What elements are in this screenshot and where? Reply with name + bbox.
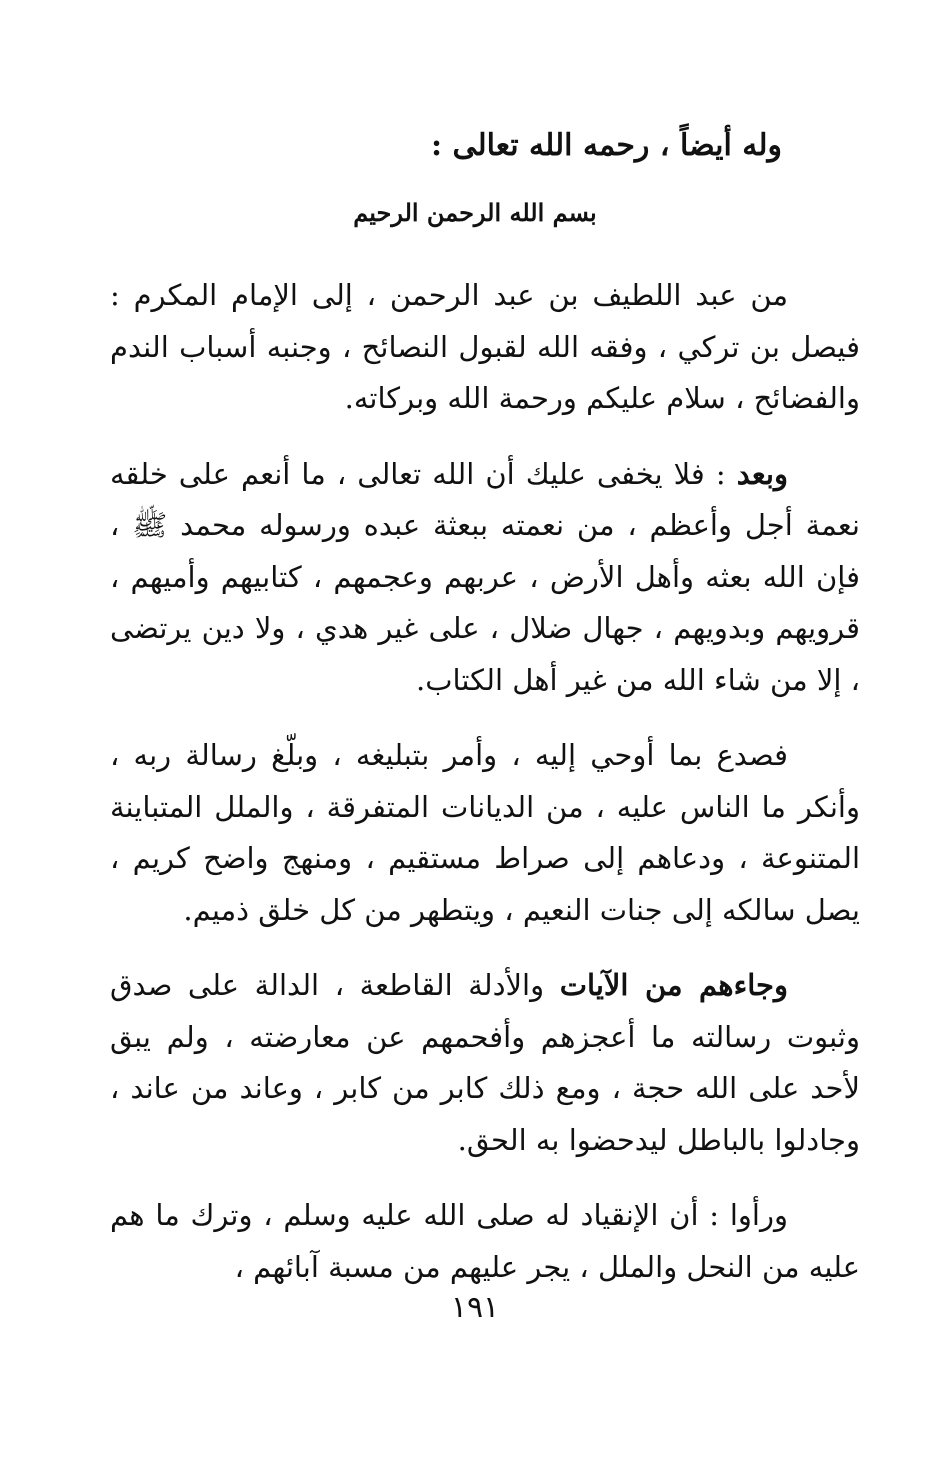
paragraph-lead: وبعد — [736, 456, 788, 491]
paragraph-text: ورأوا : أن الإنقياد له صلى الله عليه وسلم ، وترك ما هم عليه من النحل والملل ، يجر عليهم من مسبة آبائهم ، — [110, 1198, 860, 1284]
page-number: ١٩١ — [450, 1290, 500, 1325]
paragraph-text: والأدلة القاطعة ، الدالة على صدق وثبوت رسالته ما أعجزهم وأفحمهم عن معارضته ، ولم يبق لأحد على الله حجة ، ومع ذلك كابر من كابر ، وعاند من عاند ، وجادلوا بالباطل ليدحضوا به الحق. — [110, 968, 860, 1157]
paragraph — [110, 730, 860, 936]
section-heading: وله أيضاً ، رحمه الله تعالى : — [430, 128, 782, 163]
paragraph — [110, 270, 860, 425]
paragraph — [110, 1190, 860, 1293]
paragraph-text: فصدع بما أوحي إليه ، وأمر بتبليغه ، وبلّغ رسالة ربه ، وأنكر ما الناس عليه ، من الديانات المتفرقة ، والملل المتباينة المتنوعة ، ودعاهم إلى صراط مستقيم ، ومنهج واضح كريم ، يصل سالكه إلى جنات النعيم ، ويتطهر من كل خلق ذميم. — [110, 738, 860, 927]
paragraph-text: من عبد اللطيف بن عبد الرحمن ، إلى الإمام المكرم : فيصل بن تركي ، وفقه الله لقبول النصائح ، وجنبه أسباب الندم والفضائح ، سلام عليكم ورحمة الله وبركاته. — [110, 278, 860, 415]
paragraph — [110, 960, 860, 1166]
basmala-calligraphy: بسم الله الرحمن الرحيم — [353, 198, 597, 227]
paragraph-text: : فلا يخفى عليك أن الله تعالى ، ما أنعم على خلقه نعمة أجل وأعظم ، من نعمته ببعثة عبده ورسوله محمد ﷺ ، فإن الله بعثه وأهل الأرض ، عربهم وعجمهم ، كتابيهم وأميهم ، قرويهم وبدويهم ، جهال ضلال ، على غير هدي ، ولا دين يرتضى ، إلا من شاء الله من غير أهل الكتاب. — [110, 456, 860, 697]
paragraph-lead: وجاءهم من الآيات — [559, 968, 788, 1002]
body-text — [110, 270, 860, 1293]
paragraph — [110, 449, 860, 707]
